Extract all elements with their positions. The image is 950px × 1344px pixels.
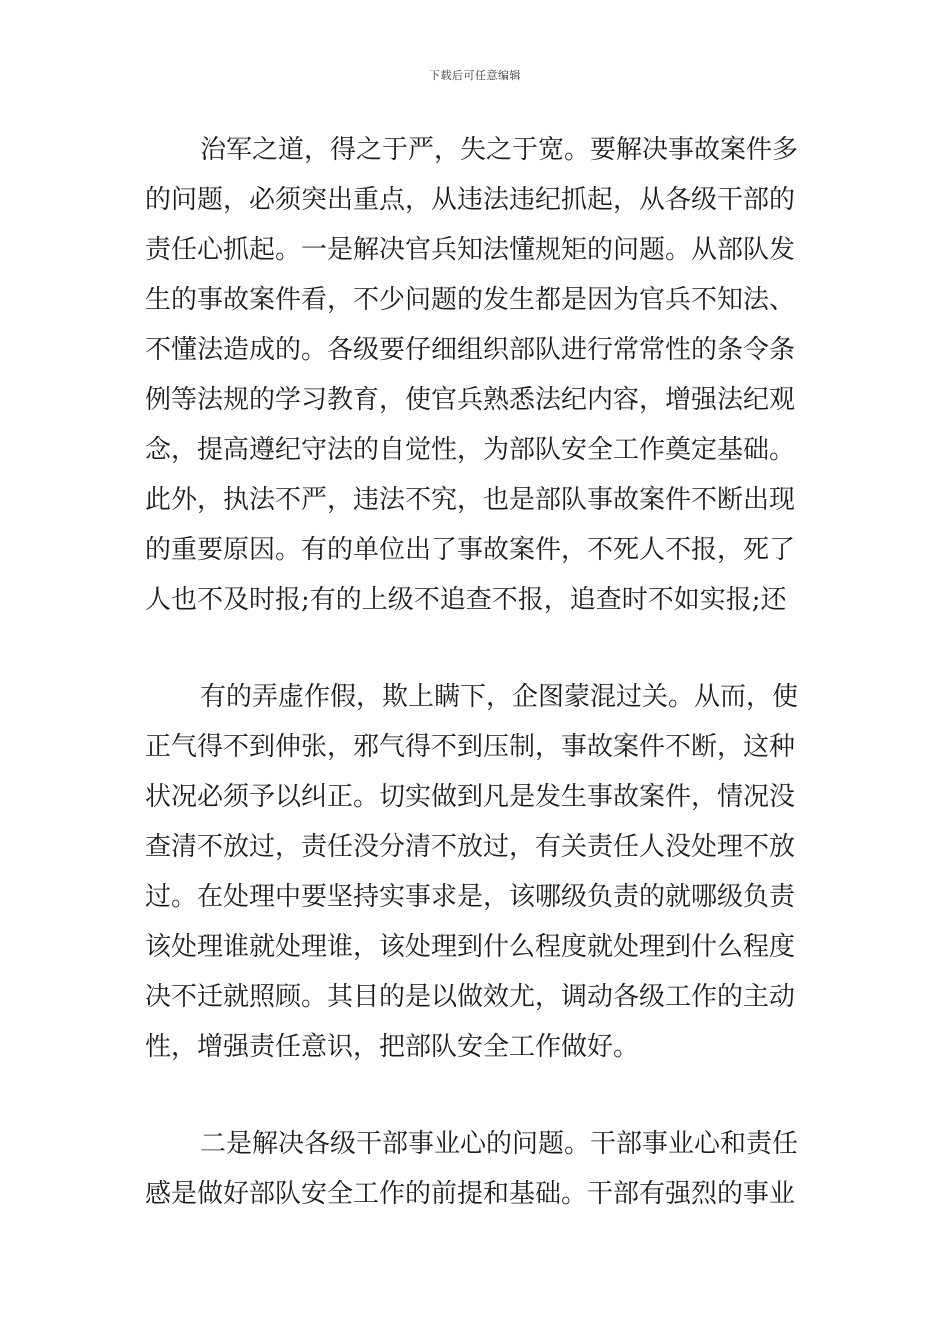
paragraph-2-line-7: 决不迁就照顾。其目的是以做效尤，调动各级工作的主动 <box>145 982 796 1012</box>
paragraph-2-line-8: 性，增强责任意识，把部队安全工作做好。 <box>145 1032 640 1062</box>
paragraph-2-line-6: 该处理谁就处理谁，该处理到什么程度就处理到什么程度 <box>145 932 796 962</box>
header-note: 下载后可任意编辑 <box>429 69 521 82</box>
paragraph-2-line-1: 有的弄虚作假，欺上瞒下，企图蒙混过关。从而，使 <box>200 682 799 712</box>
paragraph-1-line-4: 生的事故案件看，不少问题的发生都是因为官兵不知法、 <box>145 285 796 315</box>
paragraph-1-line-2: 的问题，必须突出重点，从违法违纪抓起，从各级干部的 <box>145 185 796 215</box>
paragraph-2-line-4: 查清不放过，责任没分清不放过，有关责任人没处理不放 <box>145 832 796 862</box>
paragraph-3-line-2: 感是做好部队安全工作的前提和基础。干部有强烈的事业 <box>145 1179 796 1209</box>
paragraph-1-line-10: 人也不及时报;有的上级不追查不报，追查时不如实报;还 <box>145 585 787 615</box>
paragraph-3-line-1: 二是解决各级干部事业心的问题。干部事业心和责任 <box>200 1129 799 1159</box>
paragraph-1-line-3: 责任心抓起。一是解决官兵知法懂规矩的问题。从部队发 <box>145 235 796 265</box>
paragraph-1-line-9: 的重要原因。有的单位出了事故案件，不死人不报，死了 <box>145 535 796 565</box>
paragraph-1-line-6: 例等法规的学习教育，使官兵熟悉法纪内容，增强法纪观 <box>145 385 796 415</box>
paragraph-2-line-3: 状况必须予以纠正。切实做到凡是发生事故案件，情况没 <box>145 782 796 812</box>
paragraph-1-line-8: 此外，执法不严，违法不究，也是部队事故案件不断出现 <box>145 485 796 515</box>
paragraph-2-line-5: 过。在处理中要坚持实事求是，该哪级负责的就哪级负责 <box>145 882 796 912</box>
paragraph-1-line-1: 治军之道，得之于严，失之于宽。要解决事故案件多 <box>200 135 799 165</box>
paragraph-1-line-7: 念，提高遵纪守法的自觉性，为部队安全工作奠定基础。 <box>145 435 796 465</box>
paragraph-1-line-5: 不懂法造成的。各级要仔细组织部队进行常常性的条令条 <box>145 335 796 365</box>
paragraph-2-line-2: 正气得不到伸张，邪气得不到压制，事故案件不断，这种 <box>145 732 796 762</box>
